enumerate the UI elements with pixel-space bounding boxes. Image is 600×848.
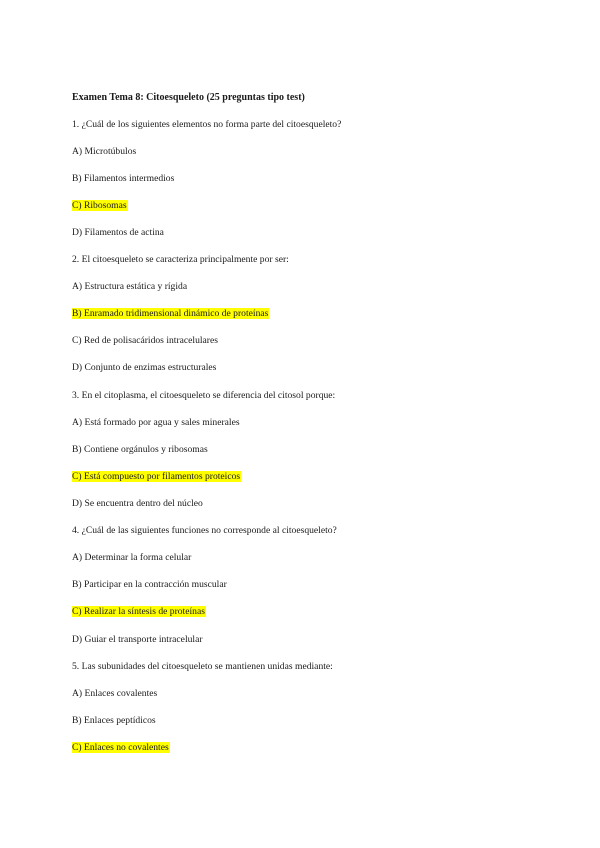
question-1-prompt: 1. ¿Cuál de los siguientes elementos no forma parte del citoesqueleto? <box>72 119 342 130</box>
question-2-option-a: A) Estructura estática y rígida <box>72 281 188 292</box>
question-2-option-c: C) Red de polisacáridos intracelulares <box>72 335 218 346</box>
question-2-option-d: D) Conjunto de enzimas estructurales <box>72 362 217 373</box>
question-3-option-d: D) Se encuentra dentro del núcleo <box>72 498 203 509</box>
highlighted-answer: B) Enramado tridimensional dinámico de proteínas <box>72 308 269 319</box>
question-5-prompt: 5. Las subunidades del citoesqueleto se mantienen unidas mediante: <box>72 661 333 672</box>
question-4-option-d: D) Guiar el transporte intracelular <box>72 634 203 645</box>
question-1-option-d: D) Filamentos de actina <box>72 227 164 238</box>
highlighted-answer: C) Realizar la síntesis de proteínas <box>72 606 205 617</box>
question-5-option-b: B) Enlaces peptídicos <box>72 715 156 726</box>
question-4-option-b: B) Participar en la contracción muscular <box>72 579 227 590</box>
question-5-option-a: A) Enlaces covalentes <box>72 688 158 699</box>
question-3-option-c <box>72 470 241 483</box>
question-4-option-c <box>72 605 206 618</box>
question-1-option-b: B) Filamentos intermedios <box>72 173 175 184</box>
question-3-prompt: 3. En el citoplasma, el citoesqueleto se diferencia del citosol porque: <box>72 390 336 401</box>
question-3-option-a: A) Está formado por agua y sales minerales <box>72 417 240 428</box>
question-3-option-b: B) Contiene orgánulos y ribosomas <box>72 444 208 455</box>
highlighted-answer: C) Ribosomas <box>72 200 127 211</box>
highlighted-answer: C) Está compuesto por filamentos proteicos <box>72 471 241 482</box>
question-2-prompt: 2. El citoesqueleto se caracteriza principalmente por ser: <box>72 254 289 265</box>
question-4-option-a: A) Determinar la forma celular <box>72 552 192 563</box>
question-5-option-c <box>72 741 170 754</box>
question-1-option-c <box>72 199 128 212</box>
highlighted-answer: C) Enlaces no covalentes <box>72 742 169 753</box>
question-1-option-a: A) Microtúbulos <box>72 146 137 157</box>
question-2-option-b <box>72 307 269 320</box>
page-title: Examen Tema 8: Citoesqueleto (25 preguntas tipo test) <box>72 92 305 103</box>
question-4-prompt: 4. ¿Cuál de las siguientes funciones no corresponde al citoesqueleto? <box>72 525 337 536</box>
